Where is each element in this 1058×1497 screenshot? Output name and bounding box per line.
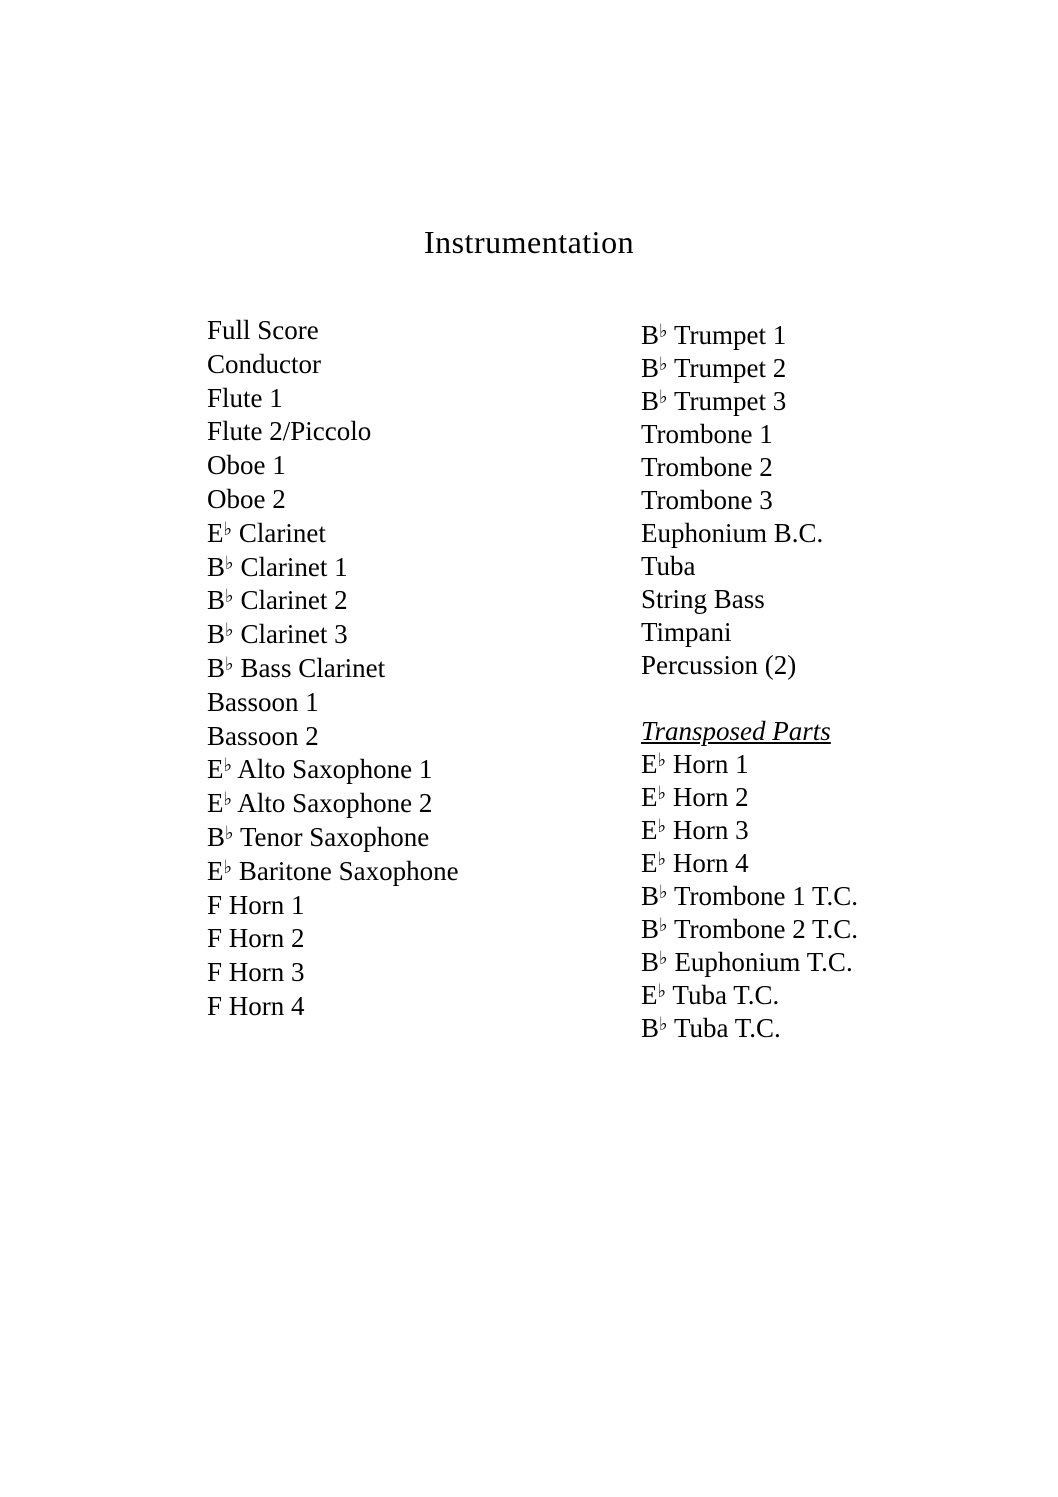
flat-symbol: ♭ — [659, 948, 668, 970]
instrument-item: B♭ Clarinet 3 — [207, 619, 348, 650]
flat-symbol: ♭ — [225, 586, 234, 608]
instrument-item: E♭ Tuba T.C. — [641, 980, 780, 1010]
instrument-item: Trombone 1 — [641, 419, 773, 449]
flat-symbol: ♭ — [225, 552, 234, 574]
instrument-column-right — [641, 319, 858, 1045]
flat-symbol: ♭ — [223, 518, 233, 540]
instrument-item: Percussion (2) — [641, 650, 797, 680]
flat-symbol: ♭ — [659, 882, 668, 904]
flat-symbol: ♭ — [223, 856, 233, 878]
instrument-item: F Horn 1 — [207, 889, 305, 920]
instrument-list-transposed — [641, 748, 858, 1045]
flat-symbol: ♭ — [657, 783, 667, 805]
instrument-item: Euphonium B.C. — [641, 518, 824, 548]
flat-symbol: ♭ — [657, 816, 667, 838]
instrument-item: E♭ Horn 2 — [641, 782, 749, 812]
instrument-item: Flute 2/Piccolo — [207, 416, 372, 447]
instrument-item: F Horn 4 — [207, 990, 305, 1021]
flat-symbol: ♭ — [659, 1014, 668, 1036]
instrument-item: B♭ Trumpet 3 — [641, 386, 787, 416]
instrument-item: E♭ Horn 3 — [641, 815, 749, 845]
instrument-item: E♭ Horn 1 — [641, 749, 749, 779]
flat-symbol: ♭ — [223, 755, 233, 777]
instrument-item: E♭ Alto Saxophone 2 — [207, 788, 433, 819]
flat-symbol: ♭ — [659, 915, 668, 937]
flat-symbol: ♭ — [657, 750, 667, 772]
flat-symbol: ♭ — [225, 654, 234, 675]
flat-symbol: ♭ — [659, 354, 668, 376]
instrument-item: Full Score — [207, 315, 319, 345]
instrument-item: B♭ Euphonium T.C. — [641, 947, 853, 977]
instrument-item: Oboe 2 — [207, 483, 286, 514]
flat-symbol: ♭ — [225, 620, 234, 642]
instrument-item: E♭ Baritone Saxophone — [207, 855, 459, 886]
blank-line-spacer — [641, 682, 858, 715]
instrument-list-brass-percussion — [641, 319, 858, 682]
instrument-item: B♭ Trumpet 1 — [641, 320, 787, 350]
instrument-item: B♭ Clarinet 1 — [207, 551, 348, 582]
instrument-item: B♭ Trombone 2 T.C. — [641, 914, 858, 944]
instrument-item: Tuba — [641, 551, 696, 581]
flat-symbol: ♭ — [225, 822, 234, 844]
instrument-item: Trombone 3 — [641, 485, 773, 515]
flat-symbol: ♭ — [659, 387, 668, 409]
flat-symbol: ♭ — [223, 789, 233, 811]
transposed-parts-header: Transposed Parts — [641, 716, 831, 746]
instrument-list-left — [207, 314, 459, 1024]
instrument-item: B♭ Trombone 1 T.C. — [641, 881, 858, 911]
instrument-item: B♭ Tuba T.C. — [641, 1013, 781, 1043]
instrument-item: Bassoon 2 — [207, 720, 319, 751]
instrument-item: E♭ Horn 4 — [641, 848, 749, 878]
instrument-item: Trombone 2 — [641, 452, 773, 482]
instrument-item: Flute 1 — [207, 382, 283, 413]
instrument-item: String Bass — [641, 584, 765, 614]
instrument-item: B♭ Tenor Saxophone — [207, 821, 430, 852]
instrument-item: Conductor — [207, 348, 321, 379]
instrument-item: Timpani — [641, 617, 732, 647]
instrument-item: Bassoon 1 — [207, 686, 319, 717]
flat-symbol: ♭ — [657, 849, 667, 871]
instrument-item: F Horn 2 — [207, 923, 305, 954]
instrument-item: F Horn 3 — [207, 957, 305, 988]
instrument-item: E♭ Alto Saxophone 1 — [207, 754, 433, 785]
instrument-item: E♭ Clarinet — [207, 517, 326, 548]
instrument-item: B♭ Bass Clarinet — [207, 652, 386, 683]
instrument-column-left — [207, 314, 459, 1024]
instrument-item: B♭ Trumpet 2 — [641, 353, 787, 383]
page-title: Instrumentation — [423, 224, 635, 260]
instrument-item: B♭ Clarinet 2 — [207, 585, 348, 616]
flat-symbol: ♭ — [659, 321, 668, 343]
instrument-item: Oboe 1 — [207, 450, 286, 481]
flat-symbol: ♭ — [657, 981, 667, 1003]
